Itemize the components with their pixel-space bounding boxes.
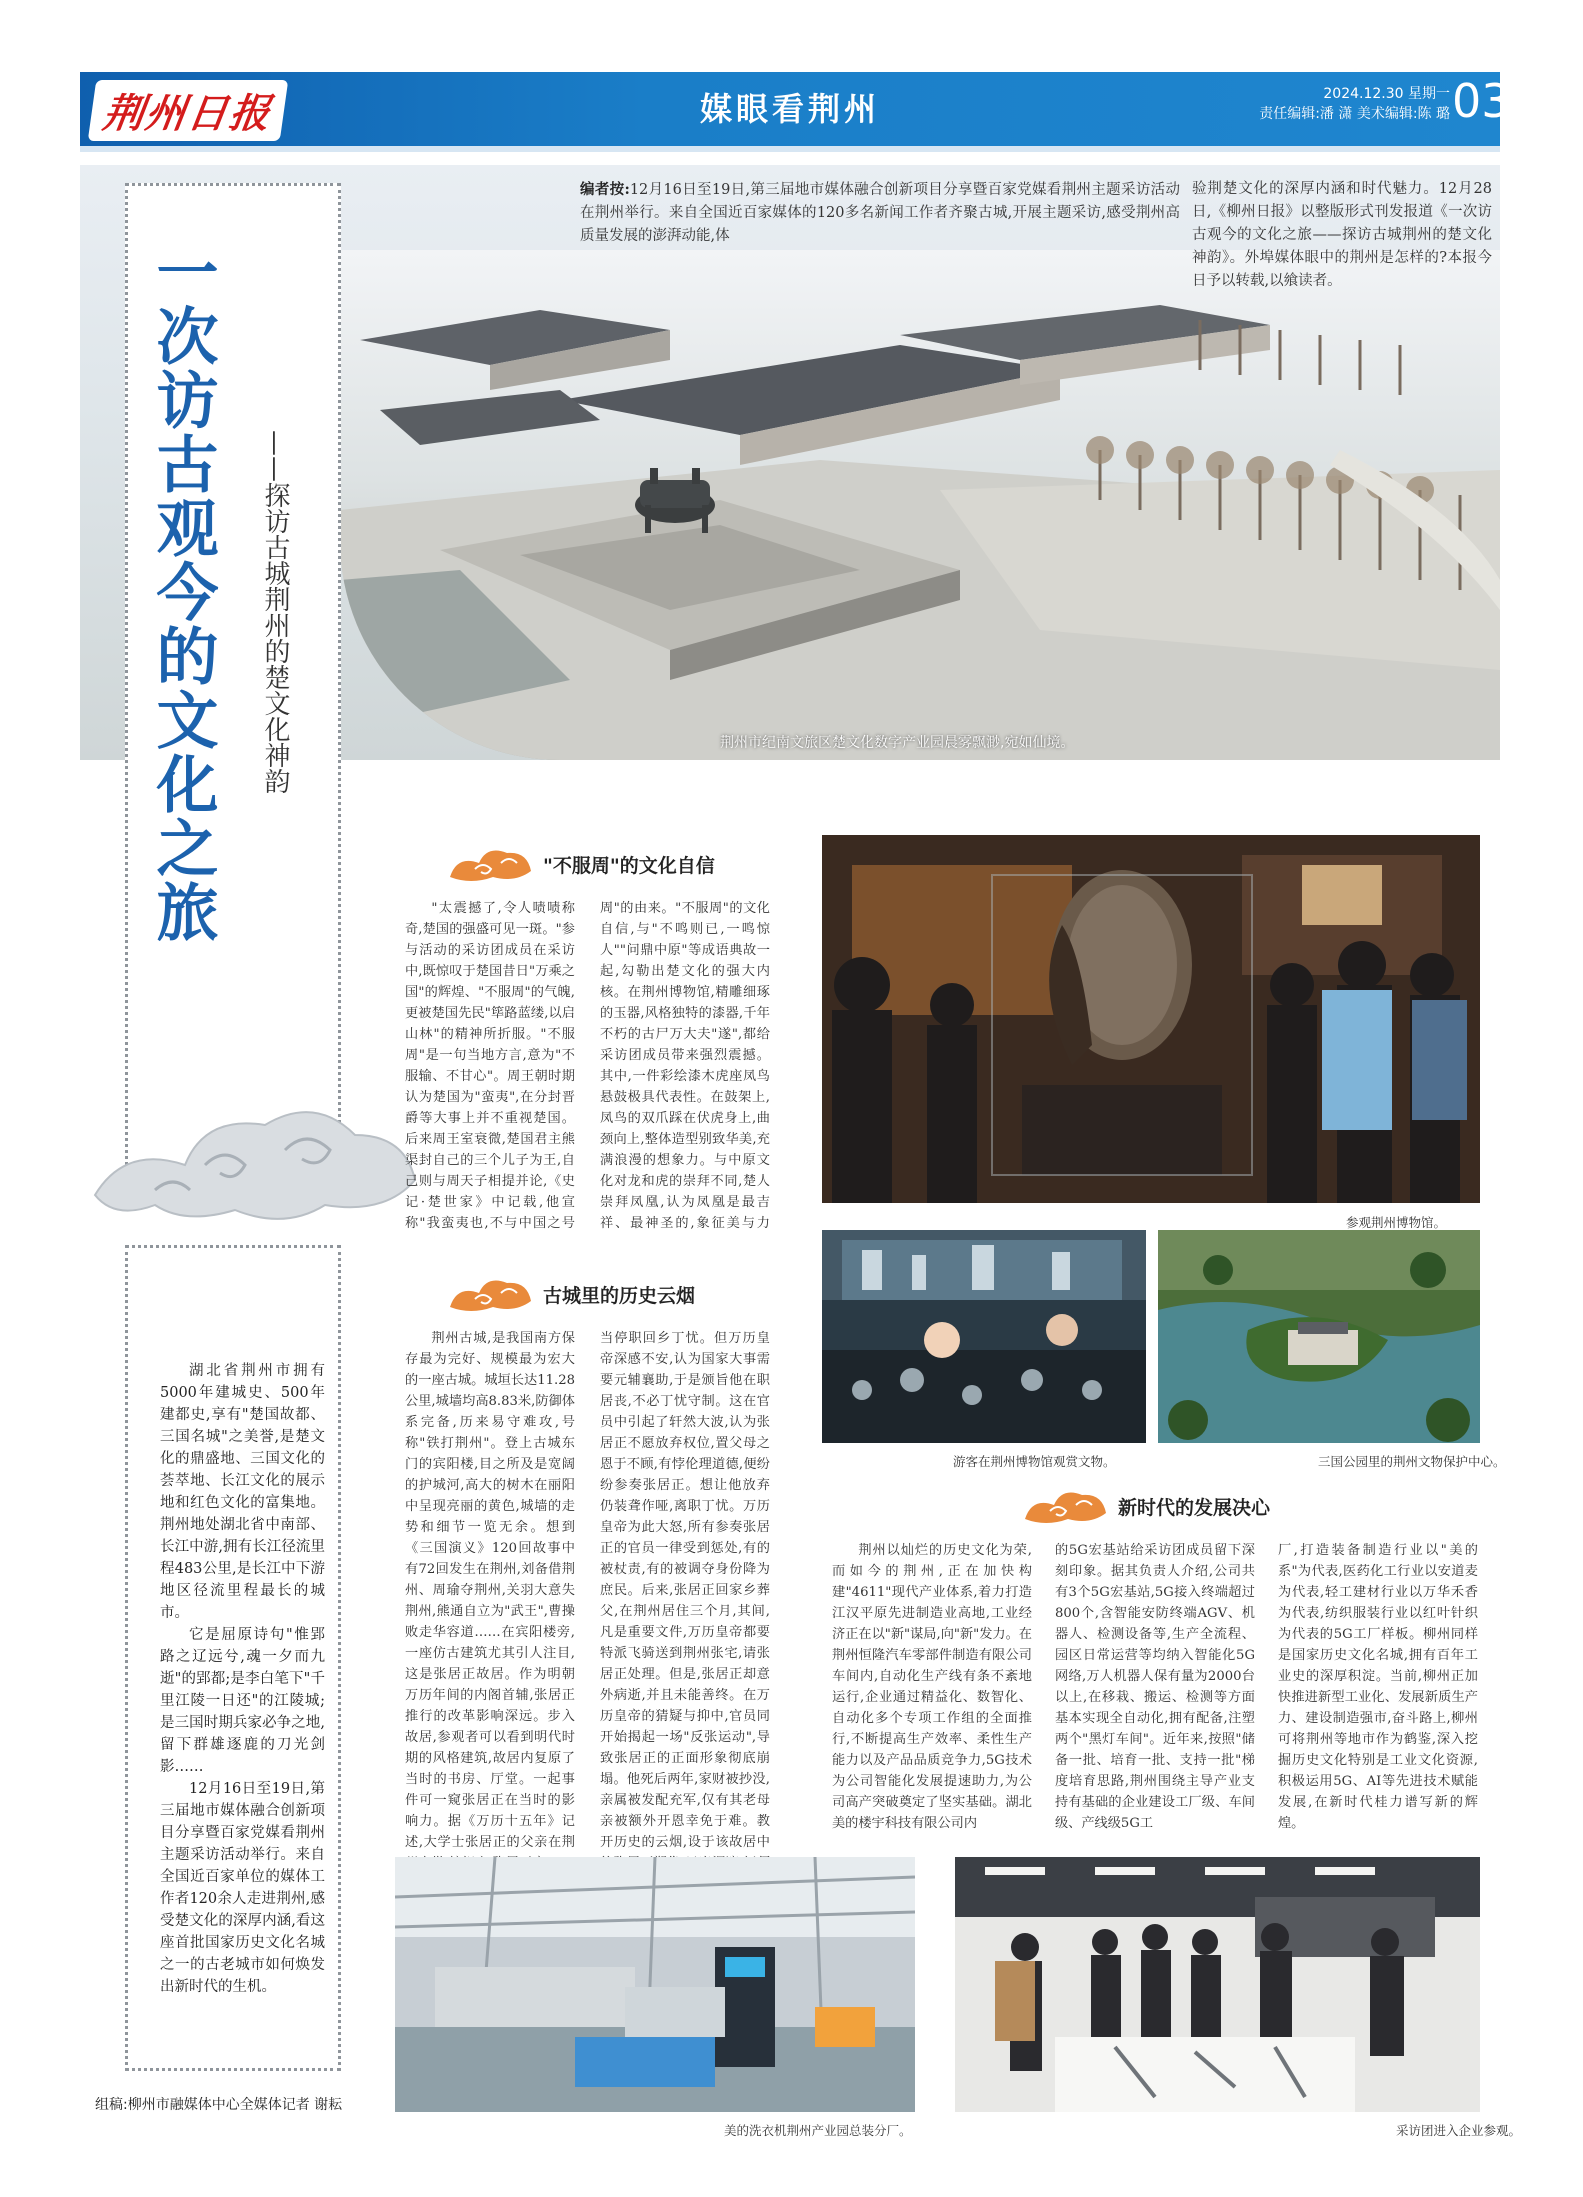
section-heading-1 [445, 838, 715, 890]
section3-column-1 [832, 1540, 1032, 1835]
section3-text-1: 荆州以灿烂的历史文化为荣,而如今的荆州,正在加快构建"4611"现代产业体系,着力打造江汉平原先进制造业高地,工业经济正在以"新"谋局,向"新"发力。在荆州恒隆汽车零部件制造有限公司车间内,自动化生产线有条不紊地运行,企业通过精益化、数智化、自动化多个专项工作组的全面推行,不断提高生产效率、柔性生产能力以及产品品质竞争力,5G技术为公司智能化发展提速助力,为公司高产突破奠定了坚实基础。湖北美的楼宇科技有限公司内 [832, 1543, 1032, 1831]
byline-credit: 组稿:柳州市融媒体中心全媒体记者 谢耘 [95, 2097, 343, 2113]
cloud-icon [445, 841, 535, 887]
section-heading-text: "不服周"的文化自信 [543, 854, 715, 877]
section1-column-2 [600, 898, 770, 1233]
photo-garden-aerial [1158, 1230, 1480, 1443]
caption-factory: 美的洗衣机荆州产业园总装分厂。 [724, 2123, 912, 2138]
editor-credits: 责任编辑:潘 潇 美术编辑:陈 璐 [1259, 106, 1450, 122]
section3-column-3 [1278, 1540, 1478, 1835]
caption-museum: 参观荆州博物馆。 [1346, 1215, 1447, 1230]
photo-museum-visitors [822, 835, 1480, 1203]
section1-text-2: 周"的由来。"不服周"的文化自信,与"不鸣则已,一鸣惊人""问鼎中原"等成语典故一起,勾勒出楚文化的强大内核。在荆州博物馆,精雕细琢的玉器,风格独特的漆器,千年不朽的古尸万大夫"遂",都给采访团成员带来强烈震撼。其中,一件彩绘漆木虎座凤鸟悬鼓极具代表性。在鼓架上,凤鸟的双爪踩在伏虎身上,曲颈向上,整体造型别致华美,充满浪漫的想象力。与中原文化对龙和虎的崇拜不同,楚人崇拜凤凰,认为凤凰是最吉祥、最神圣的,象征美与力 [600, 901, 770, 1231]
editor-note-label: 编者按: [580, 181, 630, 198]
section-title: 媒眼看荆州 [699, 90, 880, 128]
newspaper-logo: 荆州日报 [88, 80, 289, 141]
page-number: 03 [1452, 74, 1511, 128]
section2-column-2 [600, 1328, 770, 1928]
caption-visitors: 游客在荆州博物馆观赏文物。 [953, 1454, 1116, 1469]
header-info [1230, 84, 1450, 124]
cloud-icon [445, 1271, 535, 1317]
intro-paragraph: 12月16日至19日,第三届地市媒体融合创新项目分享暨百家党媒看荆州主题采访活动举行。来自全国近百家单位的媒体工作者120余人走进荆州,感受楚文化的深厚内涵,看这座首批国家历史文化名城之一的古老城市如何焕发出新时代的生机。 [160, 1781, 325, 1995]
intro-paragraph: 它是屈原诗句"惟郢路之辽远兮,魂一夕而九逝"的郢都;是李白笔下"千里江陵一日还"的江陵城;是三国时期兵家必争之地,留下群雄逐鹿的刀光剑影…… [160, 1627, 325, 1775]
section1-text-1: "太震撼了,令人啧啧称奇,楚国的强盛可见一斑。"参与活动的采访团成员在采访中,既惊叹于楚国昔日"万乘之国"的辉煌、"不服周"的气魄,更被楚国先民"筚路蓝缕,以启山林"的精神所折服。"不服周"是一句当地方言,意为"不服输、不甘心"。周王朝时期认为楚国为"蛮夷",在分封晋爵等大事上并不重视楚国。后来周王室衰微,楚国君主熊渠封自己的三个儿子为王,自己则与周天子相提并论,《史记·楚世家》中记载,他宣称"我蛮夷也,不与中国之号 [405, 901, 575, 1231]
sub-headline: ——探访古城荆州的楚文化神韵 [260, 430, 290, 794]
section1-column-1 [405, 898, 575, 1233]
intro-paragraph: 湖北省荆州市拥有5000年建城史、500年建都史,享有"楚国故都、三国名城"之美誉,是楚文化的鼎盛地、三国文化的荟萃地、长江文化的展示地和红色文化的富集地。荆州地处湖北省中南部、长江中游,拥有长江径流里程483公里,是长江中下游地区径流里程最长的城市。 [160, 1363, 325, 1621]
section2-text-1: 荆州古城,是我国南方保存最为完好、规模最为宏大的一座古城。城垣长达11.28公里,城墙均高8.83米,防御体系完备,历来易守难攻,号称"铁打荆州"。登上古城东门的宾阳楼,目之所及是宽阔的护城河,高大的树木在丽阳中呈现亮丽的黄色,城墙的走势和细节一览无余。想到《三国演义》120回故事中有72回发生在荆州,刘备借荆州、周瑜夺荆州,关羽大意失荆州,熊通自立为"武王",曹操败走华容道……在宾阳楼旁,一座仿古建筑尤其引人注目,这是张居正故居。作为明朝万历年间的内阁首辅,张居正推行的改革影响深远。步入故居,参观者可以看到明代时期的风格建筑,故居内复原了当时的书房、厅堂。一起事件可一窥张居正在当时的影响力。据《万历十五年》记述,大学士张居正的父亲在荆 [405, 1331, 575, 1850]
section3-column-2 [1055, 1540, 1255, 1835]
photo-enterprise-visit [955, 1857, 1480, 2112]
main-headline: 一次访古观今的文化之旅 [146, 240, 219, 944]
caption-garden: 三国公园里的荆州文物保护中心。 [1318, 1454, 1506, 1469]
section3-text-2: 的5G宏基站给采访团成员留下深刻印象。据其负责人介绍,公司共有3个5G宏基站,5G接入终端超过800个,含智能安防终端AGV、机器人、检测设备等,生产全流程、园区日常运营等均纳入智能化5G网络,万人机器人保有量为2000台以上,在移栽、搬运、检测等方面基本实现全自动化,拥有配备,注塑两个"黑灯车间"。近年来,按照"储备一批、培育一批、支持一批"梯度培育思路,荆州围绕主导产业支持有基础的企业建设工厂级、车间级、产线级5G工 [1055, 1543, 1255, 1831]
section-heading-text: 新时代的发展决心 [1118, 1496, 1271, 1519]
caption-visit: 采访团进入企业参观。 [1396, 2123, 1522, 2138]
header-stripe [80, 146, 1500, 152]
section3-text-3: 厂,打造装备制造行业以"美的系"为代表,医药化工行业以安道麦为代表,轻工建材行业以万华禾香为代表,纺织服装行业以红叶针织为代表的5G工厂样板。柳州同样是国家历史文化名城,拥有百年工业史的深厚积淀。当前,柳州正加快推进新型工业化、发展新质生产力、建设制造强市,奋斗路上,柳州可将荆州等地市作为鹤鉴,深入挖掘历史文化特别是工业文化资源,积极运用5G、AI等先进技术赋能发展,在新时代桂力谱写新的辉煌。 [1278, 1543, 1478, 1831]
editor-note [580, 178, 1180, 248]
section-heading-text: 古城里的历史云烟 [543, 1284, 696, 1307]
section-heading-3 [1020, 1480, 1270, 1532]
section2-column-1 [405, 1328, 575, 1928]
intro-text [160, 1360, 325, 1998]
editor-note-text: 12月16日至19日,第三届地市媒体融合创新项目分享暨百家党媒看荆州主题采访活动在荆州举行。来自全国近百家媒体的120多名新闻工作者齐聚古城,开展主题采访,感受荆州高质量发展的澎湃动能,体 [580, 182, 1180, 244]
editor-note-continued: 验荆楚文化的深厚内涵和时代魅力。12月28日,《柳州日报》以整版形式刊发报道《一次访古观今的文化之旅——探访古城荆州的楚文化神韵》。外埠媒体眼中的荆州是怎样的?本报今日予以转载,以飨读者。 [1192, 181, 1492, 289]
section2-text-2: 当停职回乡丁忧。但万历皇帝深感不安,认为国家大事需要元辅襄助,于是颁旨他在职居丧,不必丁忧守制。这在官员中引起了轩然大波,认为张居正不愿放弃权位,置父母之恩于不顾,有悖伦理道德,便纷纷参奏张居正。想让他放弃仍装聋作哑,离职丁忧。万历皇帝为此大怒,所有参奏张居正的官员一律受到惩处,有的被杖责,有的被调夺身份降为庶民。后来,张居正回家乡葬父,在荆州居住三个月,其间,凡是重要文件,万历皇帝都要特派飞骑送到荆州张宅,请张居正处理。但是,张居正却意外病逝,并且未能善终。在万历皇帝的猜疑与抑中,官员同开始揭起一场"反张运动",导致张居正的正面形象彻底崩塌。他死后两年,家财被抄没,亲属被发配充军,仅有其老母亲被额外开恩幸免于难。教开历史的云烟,设于该故居中 [600, 1331, 770, 1850]
hero-photo-misty-park [340, 250, 1500, 760]
photo-visitors-relics [822, 1230, 1146, 1443]
photo-factory-assembly [395, 1857, 915, 2112]
issue-date: 2024.12.30 星期一 [1323, 86, 1450, 102]
section-heading-2 [445, 1268, 695, 1320]
auspicious-cloud-ornament [85, 1085, 425, 1235]
cloud-icon [1020, 1483, 1110, 1529]
hero-caption: 荆州市纪南文旅区楚文化数字产业园晨雾飘渺,宛如仙境。 [720, 735, 1075, 751]
